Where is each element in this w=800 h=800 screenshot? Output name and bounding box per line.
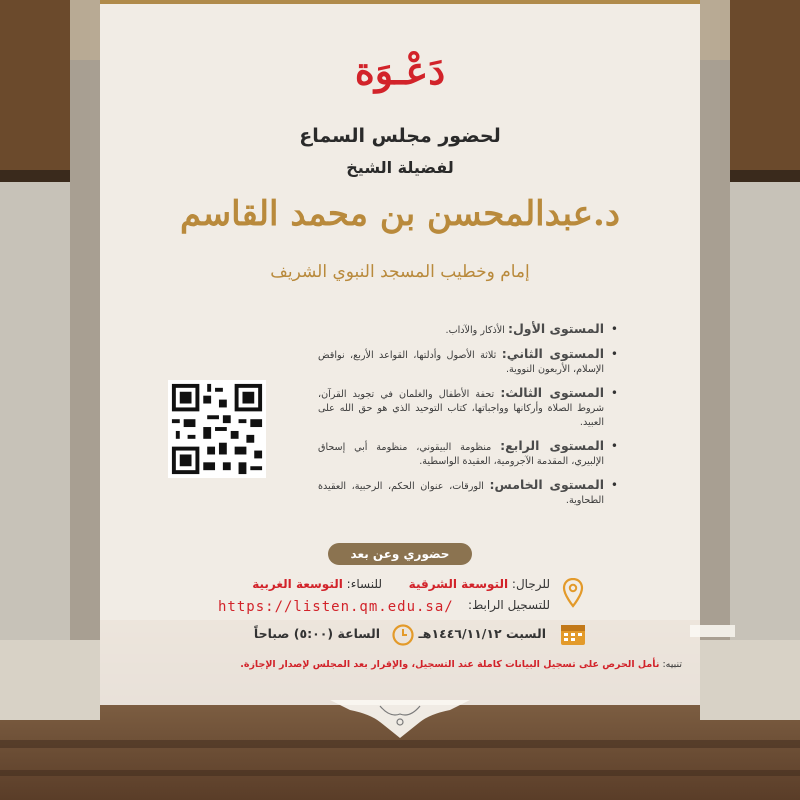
level-name: المستوى الرابع: bbox=[500, 438, 604, 453]
sheikh-role: إمام وخطيب المسجد النبوي الشريف bbox=[270, 262, 530, 282]
level-text: منظومة البيقوني، منظومة أبي إسحاق الإلبيري، المقدمة الآجرومية، العقيدة الواسطية. bbox=[318, 442, 604, 467]
notice-text: نأمل الحرص على تسجيل البيانات كاملة عند التسجيل، والإقرار بعد المجلس لإصدار الإجازة. bbox=[240, 659, 660, 670]
women-label: للنساء: bbox=[346, 577, 382, 591]
location-line bbox=[252, 577, 550, 591]
level-text: تحفة الأطفال والغلمان في تجويد القرآن، شروط الصلاة وأركانها وواجباتها، كتاب التوحيد الذي هو حق الله على العبيد. bbox=[318, 389, 604, 428]
level-text: الأذكار والآداب. bbox=[445, 325, 505, 336]
invitation-title: دَعْـوَة bbox=[354, 48, 446, 93]
level-name: المستوى الثالث: bbox=[500, 385, 604, 400]
level-item bbox=[318, 386, 618, 430]
level-item bbox=[318, 478, 618, 508]
notice-label: تنبيه: bbox=[662, 659, 682, 670]
level-name: المستوى الأول: bbox=[507, 321, 604, 336]
level-text: الورقات، عنوان الحكم، الرحبية، العقيدة الطحاوية. bbox=[318, 481, 604, 506]
location-pin-icon bbox=[562, 578, 584, 608]
level-name: المستوى الخامس: bbox=[489, 477, 604, 492]
qr-code[interactable] bbox=[168, 380, 266, 478]
invitation-subtitle: لحضور مجلس السماع bbox=[299, 125, 501, 147]
level-text: ثلاثة الأصول وأدلتها، القواعد الأربع، نواقض الإسلام، الأربعون النووية. bbox=[318, 350, 604, 375]
level-item bbox=[318, 322, 618, 338]
levels-list bbox=[318, 322, 618, 517]
level-name: المستوى الثاني: bbox=[501, 346, 604, 361]
event-time: الساعة (٥:٠٠) صباحاً bbox=[253, 626, 380, 641]
sheikh-name: د.عبدالمحسن بن محمد القاسم bbox=[180, 194, 620, 234]
card-top-border bbox=[100, 0, 700, 4]
women-location: التوسعة الغربية bbox=[252, 577, 343, 591]
event-date: السبت ١٤٤٦/١١/١٢هـ bbox=[418, 626, 546, 641]
clock-icon bbox=[392, 624, 414, 646]
register-label: للتسجيل الرابط: bbox=[468, 598, 550, 612]
decorative-ornament bbox=[330, 700, 470, 740]
registration-link[interactable]: https://listen.qm.edu.sa/ bbox=[218, 599, 454, 615]
notice bbox=[118, 659, 682, 670]
level-item bbox=[318, 347, 618, 377]
for-sheikh-label: لفضيلة الشيخ bbox=[346, 158, 454, 177]
calendar-icon bbox=[560, 622, 586, 646]
men-label: للرجال: bbox=[511, 577, 550, 591]
level-item bbox=[318, 439, 618, 469]
men-location: التوسعة الشرقية bbox=[408, 577, 509, 591]
attendance-badge: حضوري وعن بعد bbox=[328, 543, 472, 565]
